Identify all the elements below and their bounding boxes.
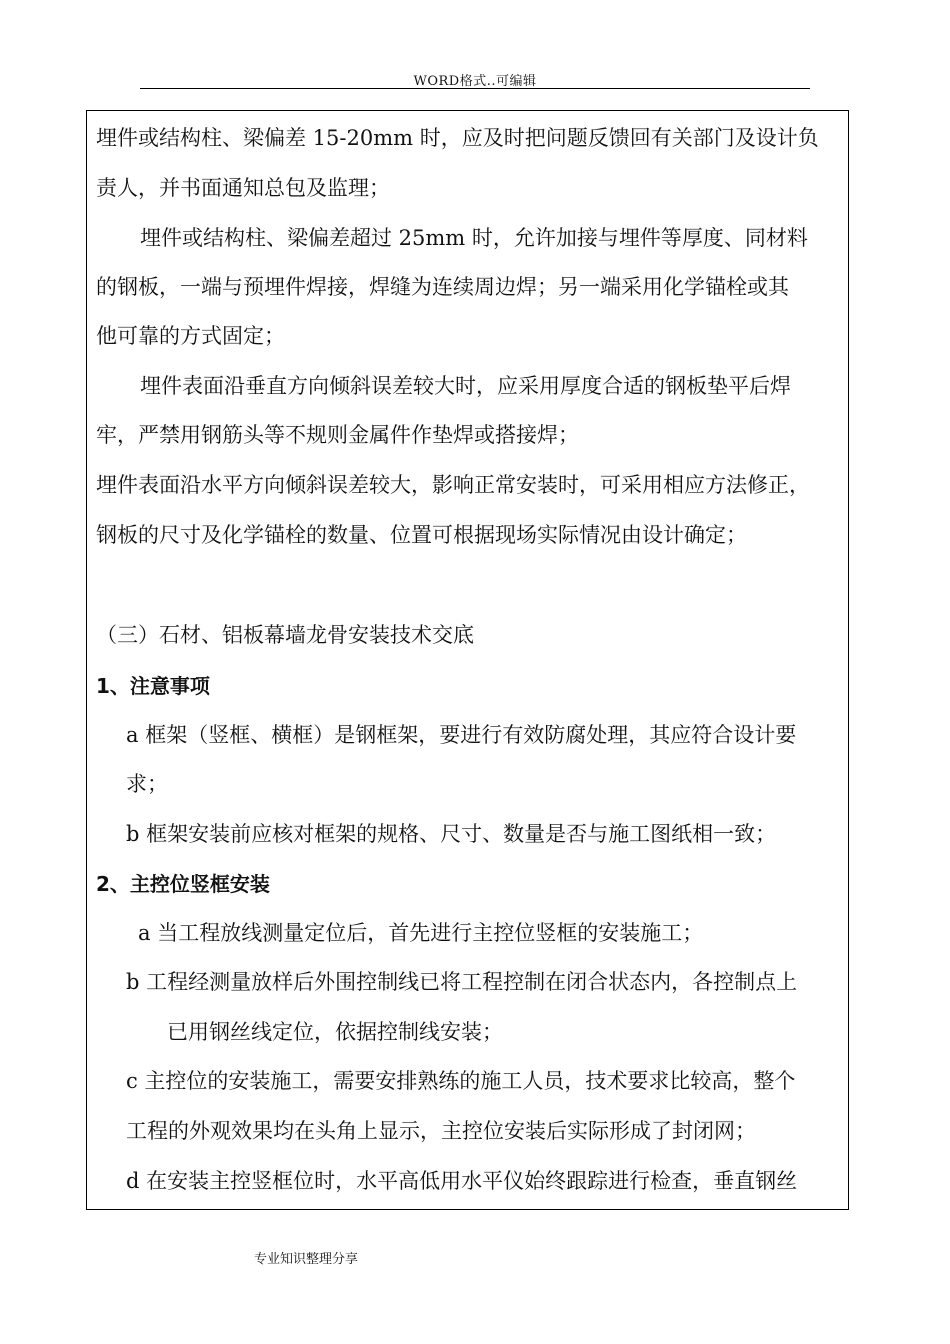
body-line: 责人，并书面通知总包及监理； [96, 176, 390, 200]
header-rule [140, 88, 810, 89]
list-item: d 在安装主控竖框位时，水平高低用水平仪始终跟踪进行检查，垂直钢丝 [126, 1169, 798, 1193]
list-item: 工程的外观效果均在头角上显示，主控位安装后实际形成了封闭网； [126, 1119, 756, 1143]
body-line: 钢板的尺寸及化学锚栓的数量、位置可根据现场实际情况由设计确定； [96, 523, 747, 547]
list-item: b 工程经测量放样后外围控制线已将工程控制在闭合状态内，各控制点上 [126, 970, 798, 994]
subsection-heading: 1、注意事项 [96, 674, 210, 698]
list-item: 已用钢丝线定位，依据控制线安装； [167, 1020, 503, 1044]
list-item: a 当工程放线测量定位后，首先进行主控位竖框的安装施工； [138, 921, 704, 945]
list-item: a 框架（竖框、横框）是钢框架，要进行有效防腐处理，其应符合设计要 [126, 723, 797, 747]
subsection-heading: 2、主控位竖框安装 [96, 872, 270, 896]
page-footer: 专业知识整理分享 [254, 1252, 359, 1267]
section-heading: （三）石材、铝板幕墙龙骨安装技术交底 [96, 623, 474, 647]
body-line: 的钢板，一端与预埋件焊接，焊缝为连续周边焊；另一端采用化学锚栓或其 [96, 275, 789, 299]
body-line: 埋件表面沿垂直方向倾斜误差较大时，应采用厚度合适的钢板垫平后焊 [140, 374, 791, 398]
body-line: 牢，严禁用钢筋头等不规则金属件作垫焊或搭接焊； [96, 423, 579, 447]
body-line: 埋件表面沿水平方向倾斜误差较大，影响正常安装时，可采用相应方法修正， [96, 473, 810, 497]
body-line: 埋件或结构柱、梁偏差 15-20mm 时，应及时把问题反馈回有关部门及设计负 [96, 126, 819, 150]
body-line: 他可靠的方式固定； [96, 324, 285, 348]
body-line: 埋件或结构柱、梁偏差超过 25mm 时，允许加接与埋件等厚度、同材料 [140, 226, 808, 250]
list-item: b 框架安装前应核对框架的规格、尺寸、数量是否与施工图纸相一致； [126, 822, 777, 846]
list-item: c 主控位的安装施工，需要安排熟练的施工人员，技术要求比较高，整个 [126, 1069, 796, 1093]
list-item: 求； [126, 772, 168, 796]
page-header: WORD格式..可编辑 [413, 74, 537, 89]
